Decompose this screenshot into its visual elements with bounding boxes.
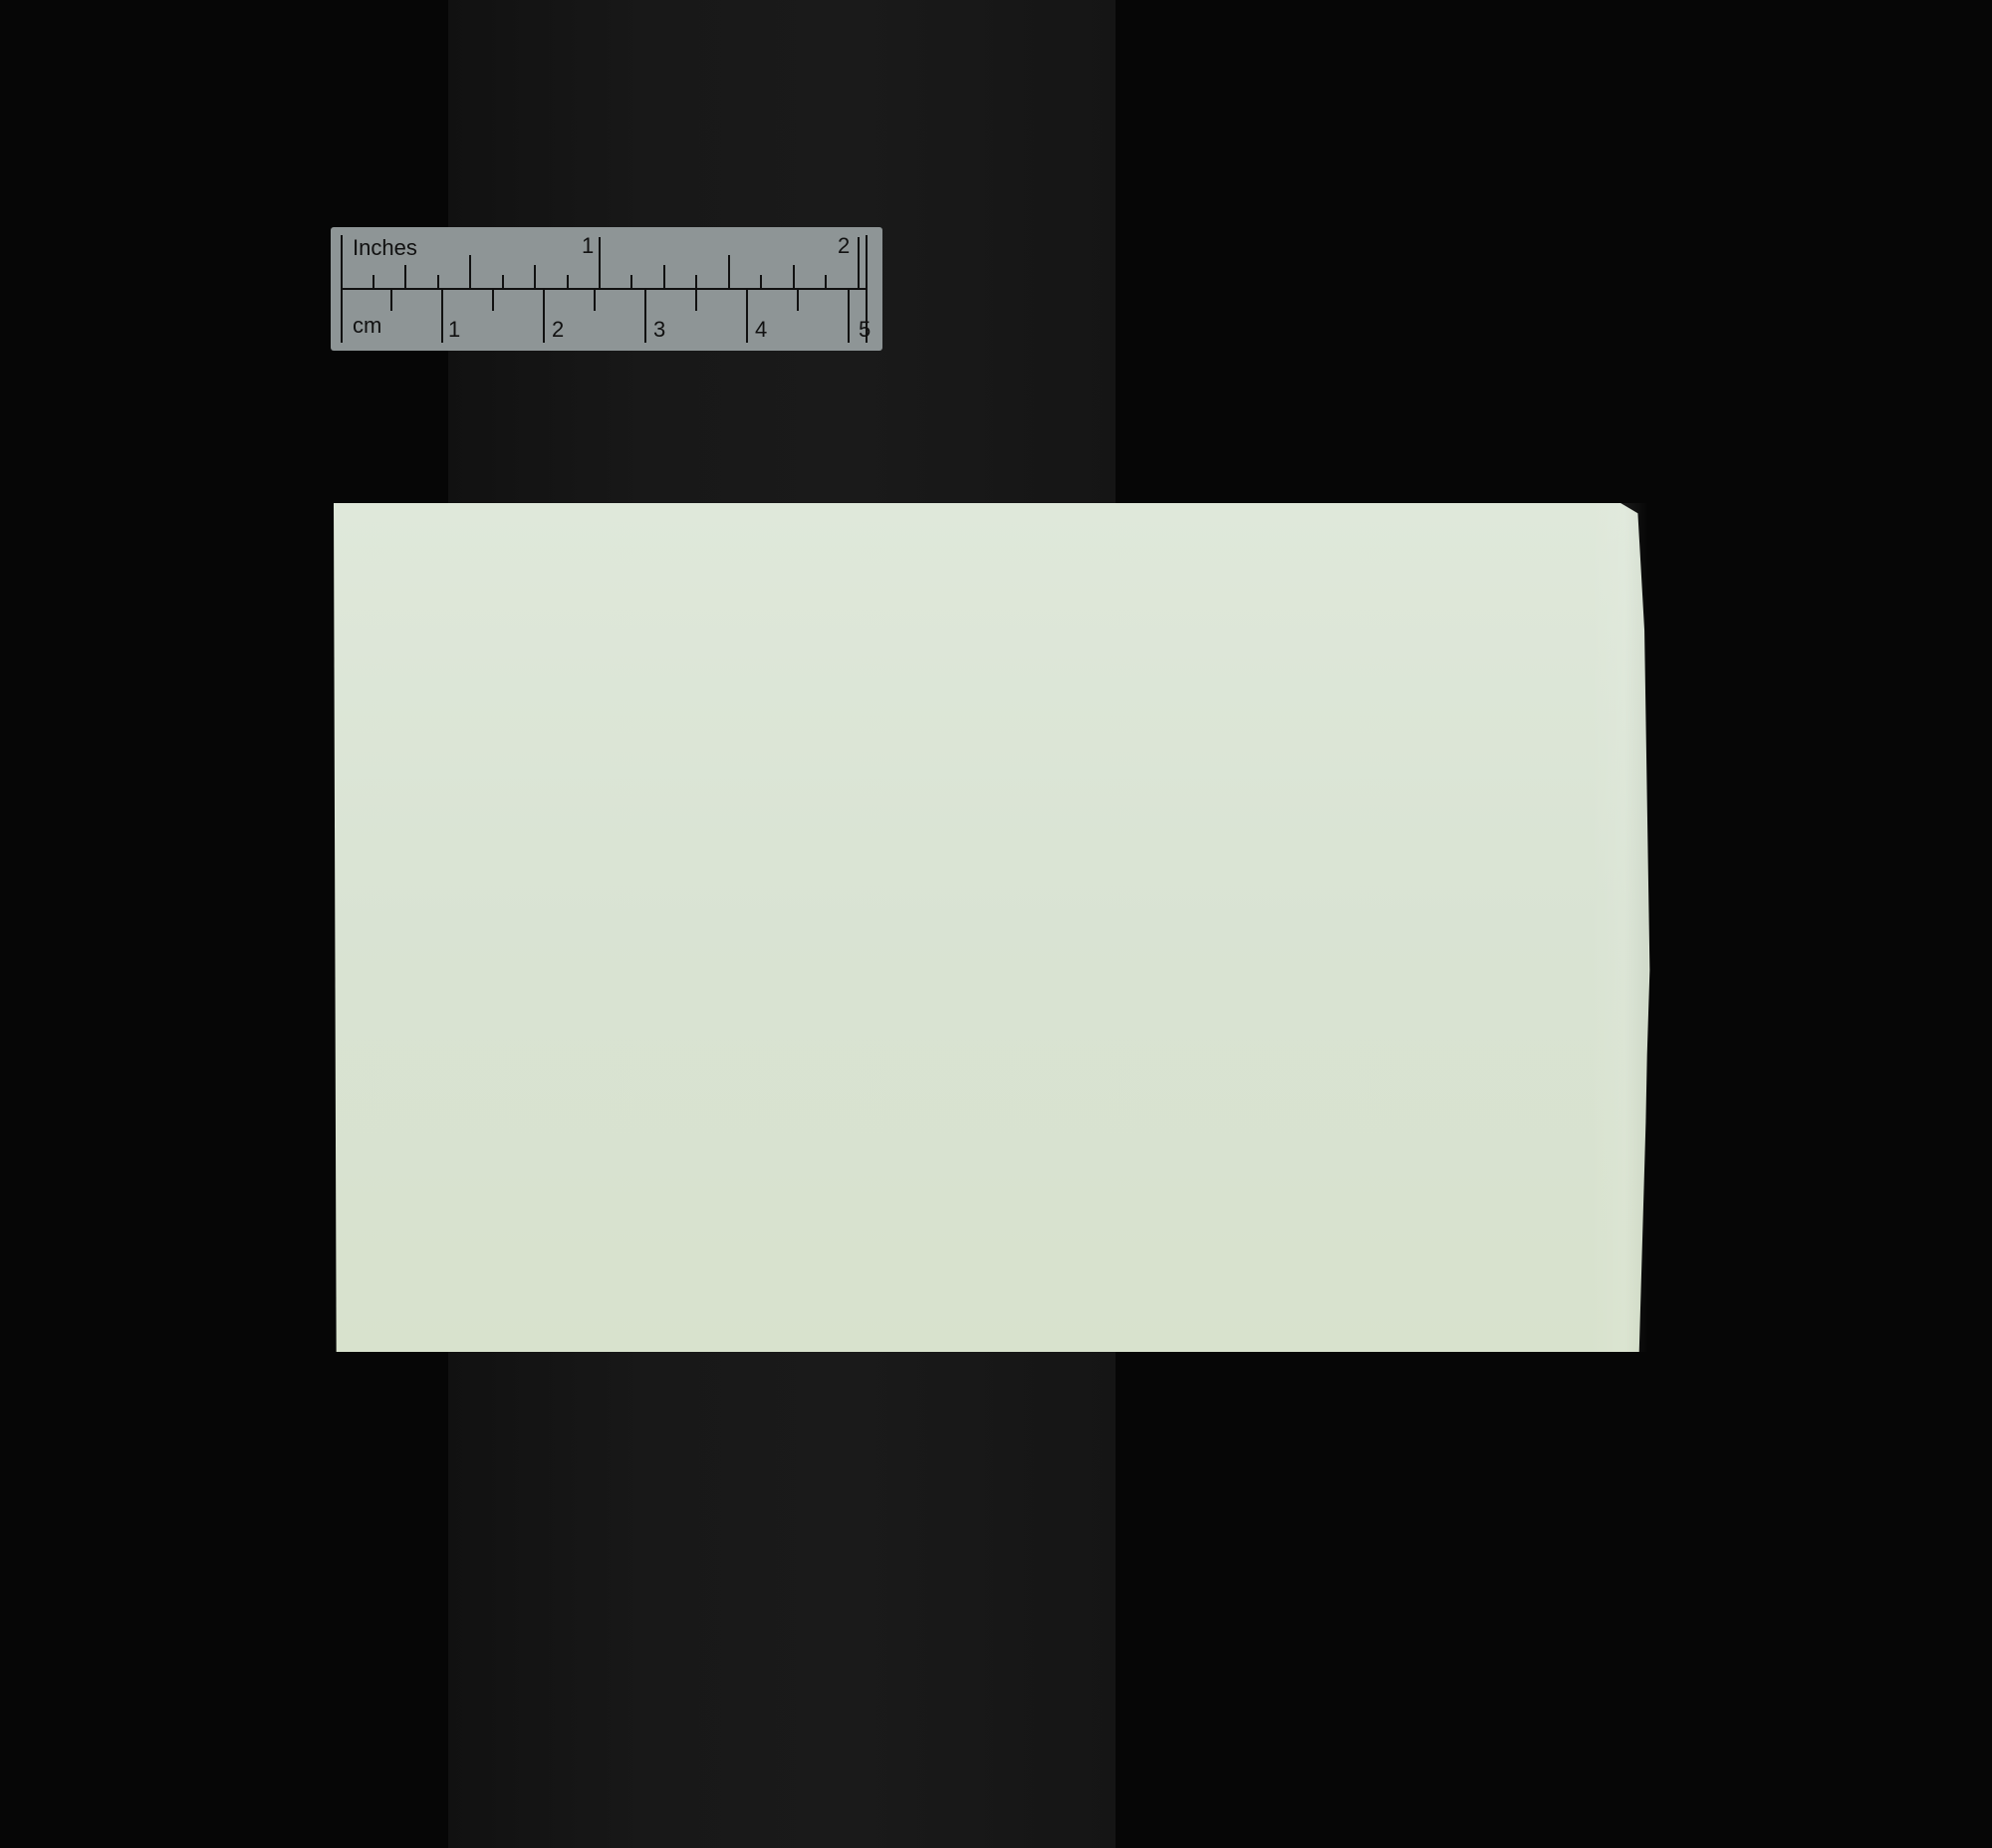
cm-number-4: 4 bbox=[755, 317, 768, 342]
cm-number-3: 3 bbox=[653, 317, 666, 342]
blank-card bbox=[334, 503, 1656, 1352]
inch-number-2: 2 bbox=[838, 233, 851, 258]
ruler-cm-label: cm bbox=[353, 313, 382, 338]
cm-number-5: 5 bbox=[859, 317, 872, 342]
inch-ticks bbox=[374, 237, 859, 289]
inch-number-1: 1 bbox=[582, 233, 595, 258]
cm-number-1: 1 bbox=[448, 317, 461, 342]
ruler-inches-label: Inches bbox=[353, 235, 417, 260]
cm-number-2: 2 bbox=[552, 317, 565, 342]
scale-ruler bbox=[331, 227, 882, 351]
